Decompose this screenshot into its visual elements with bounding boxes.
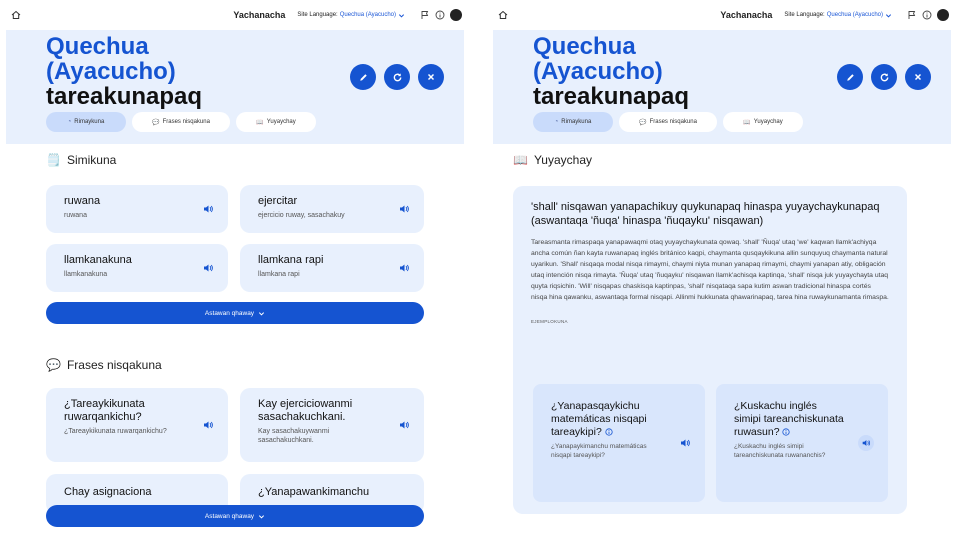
brand-name[interactable]: Yachanacha: [720, 10, 773, 20]
close-button[interactable]: [418, 64, 444, 90]
phrase-text: ¿Yanapawankimanchu: [258, 486, 370, 498]
avatar[interactable]: [937, 9, 949, 21]
header-actions: [837, 64, 931, 90]
word-text: ruwana: [64, 195, 101, 207]
site-language-value: Quechua (Ayacucho): [339, 12, 396, 18]
page-title: [533, 34, 689, 109]
example-card[interactable]: [716, 384, 888, 502]
phrase-card[interactable]: [46, 388, 228, 462]
header-actions: [350, 64, 444, 90]
tab-rimaykuna[interactable]: [533, 112, 613, 132]
word-translation: llamkana rapi: [258, 271, 300, 278]
top-bar: [487, 0, 957, 30]
refresh-button[interactable]: [871, 64, 897, 90]
left-app-window: [0, 0, 470, 540]
grammar-title: 'shall' nisqawan yanapachikuy quykunapaq hinaspa yuyaychaykunapaq (aswantaqa 'ñuqa' hinaspa 'ñuqayku' nisqawan): [531, 201, 880, 227]
refresh-icon: [392, 72, 403, 83]
tab-label: Rimaykuna: [74, 119, 105, 125]
close-button[interactable]: [905, 64, 931, 90]
speaker-icon: [861, 438, 871, 448]
chat-bubble-icon: 💬: [639, 119, 647, 126]
book-icon: 📖: [256, 119, 264, 126]
edit-button[interactable]: [350, 64, 376, 90]
info-icon[interactable]: [921, 10, 932, 21]
word-card[interactable]: [240, 185, 424, 233]
tab-frases[interactable]: [132, 112, 230, 132]
grammar-heading: 📖 Yuyaychay: [513, 153, 592, 167]
word-text: llamkana rapi: [258, 254, 324, 266]
close-icon: [913, 72, 923, 82]
tab-label: Yuyaychay: [266, 119, 296, 125]
title-variant: (Ayacucho): [533, 58, 663, 85]
title-language: Quechua: [46, 33, 149, 60]
title-topic: tareakunapaq: [46, 83, 203, 110]
word-text: ejercitar: [258, 195, 298, 207]
pencil-icon: [845, 72, 856, 83]
phrase-text: ¿Tareaykikunata ruwarqankichu?: [64, 398, 145, 423]
hero-header: [6, 30, 464, 144]
top-bar: [0, 0, 470, 30]
speaker-icon[interactable]: [202, 203, 214, 215]
phrase-translation: ¿Tareaykikunata ruwarqankichu?: [64, 428, 167, 435]
tab-label: Yuyaychay: [753, 119, 783, 125]
chat-bubble-icon: 💬: [46, 358, 61, 372]
show-more-phrases-button[interactable]: [46, 505, 424, 527]
chevron-down-icon: [258, 310, 265, 317]
word-card[interactable]: [46, 185, 228, 233]
tab-yuyaychay[interactable]: [236, 112, 316, 132]
info-icon[interactable]: [434, 10, 445, 21]
close-icon: [426, 72, 436, 82]
tab-yuyaychay[interactable]: [723, 112, 803, 132]
tab-frases[interactable]: [619, 112, 717, 132]
word-card[interactable]: [240, 244, 424, 292]
word-translation: ejercicio ruway, sasachakuy: [258, 212, 345, 219]
phrase-text: Kay ejerciciowanmi sasachakuchkani.: [258, 398, 353, 423]
speaker-icon[interactable]: [398, 203, 410, 215]
hero-header: [493, 30, 951, 144]
phrase-card[interactable]: [240, 388, 424, 462]
book-icon: 📖: [743, 119, 751, 126]
tab-label: Frases nisqakuna: [649, 119, 697, 125]
notepad-icon: 🗒️: [46, 153, 61, 167]
book-icon: 📖: [513, 153, 528, 167]
speaker-icon[interactable]: [202, 419, 214, 431]
example-card[interactable]: [533, 384, 705, 502]
grammar-body: Tareasmanta rimaspaqa yanapawaqmi otaq yuyaychaykunata qowaq. 'shall' 'Ñuqa' utaq 'we' kaqwan llamk'achiyqa ancha común ñan kayta ruwanapaq inglés británico kaqpi, chaymanta qusqaykikuna allin sunquyuq chaymanta natural uyarikun. 'Shall' nisqaqa modal nisqa rimaymi, chaymi niyta munan yanapaq rimaymi, chaymi yanapan atiy, obligación utaq intención nisqa rimayta. 'Ñuqa' utaq 'ñuqayku' nisqawan llamk'achisqa kaptinqa, 'shall' nisqa juk yuyaychayta utaq quyta riqsichin. 'Will' nisqapas chaskisqa kaptinpas, 'shall' nisqataqa sapa kutim aswan tradicional hinaspa cortés nisqa hina qawanku, aswantaqa formal nisqapi. Allinmi hukkunata qhawarinapaq, tarea hina ruwaykunamanta rimaspa.: [531, 239, 889, 301]
button-label: Astawan qhaway: [204, 512, 255, 520]
flag-icon[interactable]: [906, 10, 917, 21]
phrase-translation: Kay sasachakuywanmi sasachakuchkani.: [258, 428, 330, 444]
chevron-down-icon: [398, 12, 405, 19]
info-icon[interactable]: [605, 428, 613, 436]
tab-label: Frases nisqakuna: [162, 119, 210, 125]
phrases-heading: 💬 Frases nisqakuna: [46, 358, 162, 372]
title-language: Quechua: [533, 33, 636, 60]
brand-name[interactable]: Yachanacha: [233, 10, 286, 20]
section-tabs: [46, 112, 316, 132]
button-label: Astawan qhaway: [204, 309, 255, 317]
phrase-text: Chay asignaciona: [64, 486, 152, 498]
example-translation: ¿Kuskachu inglés simipi tareanchiskunata ruwananchis?: [734, 443, 826, 459]
example-text: ¿Yanapasqaykichu matemáticas nisqapi tareaykipi?: [551, 400, 647, 438]
speaker-icon[interactable]: [398, 419, 410, 431]
words-heading: 🗒️ Simikuna: [46, 153, 117, 167]
example-translation: ¿Yanapaykimanchu matemáticas nisqapi tareaykipi?: [551, 443, 647, 459]
page-title: [46, 34, 202, 109]
site-language-value: Quechua (Ayacucho): [826, 12, 883, 18]
examples-label: EJEMPLOKUNA: [531, 319, 568, 324]
speaker-icon[interactable]: [398, 262, 410, 274]
tab-rimaykuna[interactable]: [46, 112, 126, 132]
avatar[interactable]: [450, 9, 462, 21]
word-text: llamkanakuna: [64, 254, 132, 266]
example-text: ¿Kuskachu inglés simipi tareanchiskunata ruwasun?: [734, 400, 844, 438]
speaker-icon[interactable]: [679, 437, 691, 449]
site-language-label: Site Language:: [784, 12, 825, 18]
word-card[interactable]: [46, 244, 228, 292]
grammar-card: [513, 186, 907, 514]
chevron-down-icon: [258, 513, 265, 520]
speech-icon: ◔: [67, 119, 72, 125]
chat-bubble-icon: 💬: [152, 119, 160, 126]
show-more-words-button[interactable]: [46, 302, 424, 324]
edit-button[interactable]: [837, 64, 863, 90]
site-language-select[interactable]: [297, 12, 405, 19]
speaker-icon[interactable]: [202, 262, 214, 274]
speaker-button[interactable]: [858, 435, 874, 451]
flag-icon[interactable]: [419, 10, 430, 21]
chevron-down-icon: [885, 12, 892, 19]
home-icon[interactable]: [495, 7, 511, 23]
right-app-window: [487, 0, 957, 540]
site-language-label: Site Language:: [297, 12, 338, 18]
refresh-button[interactable]: [384, 64, 410, 90]
title-topic: tareakunapaq: [533, 83, 690, 110]
title-variant: (Ayacucho): [46, 58, 176, 85]
refresh-icon: [879, 72, 890, 83]
site-language-select[interactable]: [784, 12, 892, 19]
word-translation: ruwana: [64, 212, 87, 219]
speech-icon: ◔: [554, 119, 559, 125]
section-tabs: [533, 112, 803, 132]
home-icon[interactable]: [8, 7, 24, 23]
info-icon[interactable]: [782, 428, 790, 436]
pencil-icon: [358, 72, 369, 83]
tab-label: Rimaykuna: [561, 119, 592, 125]
word-translation: llamkanakuna: [64, 271, 108, 278]
